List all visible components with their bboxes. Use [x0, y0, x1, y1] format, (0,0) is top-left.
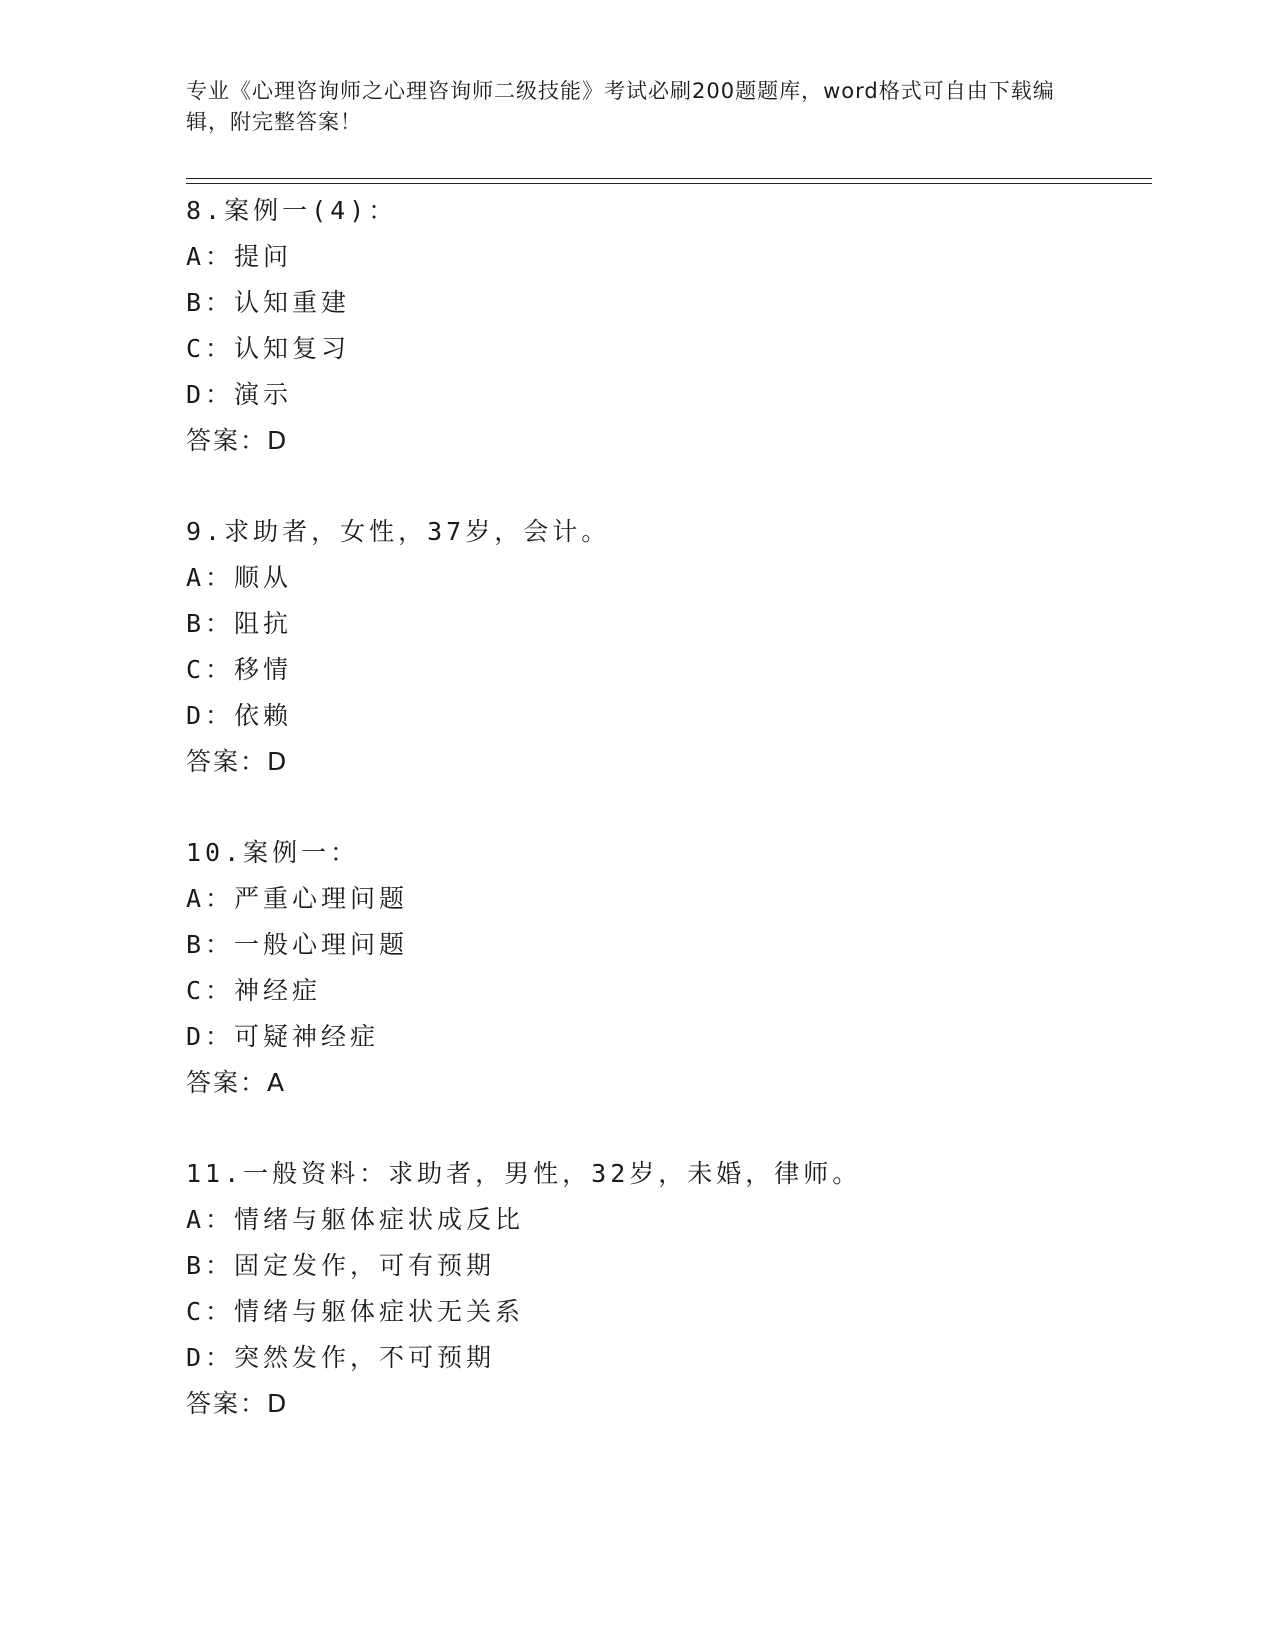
- option-d: D：可疑神经症: [186, 1022, 380, 1051]
- option-a: A：严重心理问题: [186, 884, 409, 913]
- option-c: C：神经症: [186, 976, 322, 1005]
- option-a: A：提问: [186, 242, 293, 271]
- option-d: D：演示: [186, 380, 293, 409]
- option-b: B：固定发作，可有预期: [186, 1251, 496, 1280]
- option-b: B：一般心理问题: [186, 930, 409, 959]
- question-8: [186, 188, 1146, 464]
- answer-line: 答案：D: [186, 1389, 289, 1418]
- option-b: B：认知重建: [186, 288, 351, 317]
- question-stem: 9.求助者，女性，37岁，会计。: [186, 517, 611, 546]
- answer-line: 答案：A: [186, 1068, 287, 1097]
- option-c: C：认知复习: [186, 334, 351, 363]
- answer-line: 答案：D: [186, 426, 289, 455]
- option-c: C：情绪与躯体症状无关系: [186, 1297, 525, 1326]
- question-stem: 8.案例一(4)：: [186, 196, 398, 225]
- document-header: 专业《心理咨询师之心理咨询师二级技能》考试必刷200题题库，word格式可自由下载编辑，附完整答案！: [186, 79, 1055, 134]
- question-9: [186, 509, 1146, 785]
- header-divider-top: [186, 178, 1152, 179]
- header-divider-bottom: [186, 183, 1152, 184]
- option-d: D：依赖: [186, 701, 293, 730]
- question-stem: 10.案例一：: [186, 838, 360, 867]
- question-stem: 11.一般资料：求助者，男性，32岁，未婚，律师。: [186, 1159, 862, 1188]
- option-b: B：阻抗: [186, 609, 293, 638]
- option-d: D：突然发作，不可预期: [186, 1343, 496, 1372]
- option-a: A：顺从: [186, 563, 293, 592]
- answer-line: 答案：D: [186, 747, 289, 776]
- question-list: [186, 188, 1146, 1472]
- question-11: [186, 1151, 1146, 1427]
- question-10: [186, 830, 1146, 1106]
- option-c: C：移情: [186, 655, 293, 684]
- option-a: A：情绪与躯体症状成反比: [186, 1205, 525, 1234]
